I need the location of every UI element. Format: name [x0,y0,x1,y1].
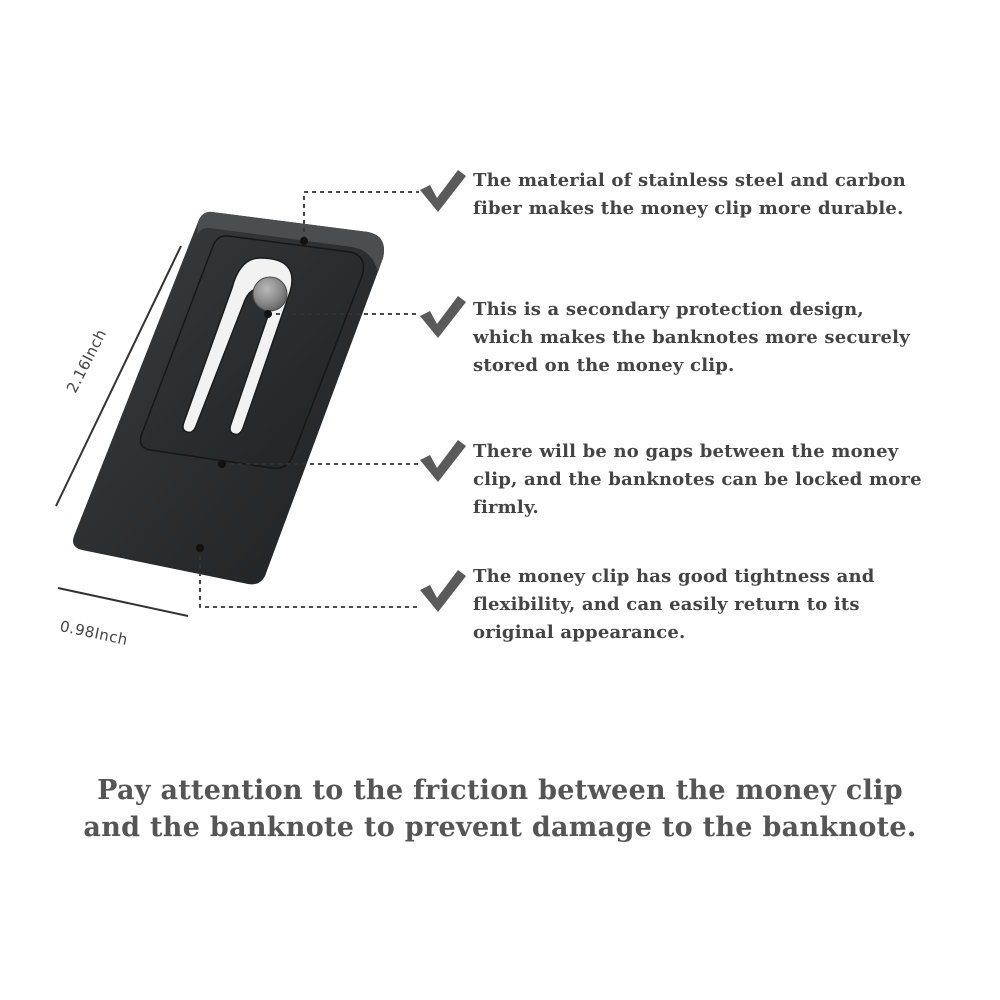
feature-text-3: There will be no gaps between the money clip, and the banknotes can be locked more firmly. [473,441,922,518]
width-dimension-line [58,588,188,616]
bottom-note: Pay attention to the friction between the money clip and the banknote to prevent damage to the banknote. [83,775,917,843]
check-icon [420,570,466,612]
feature-text-4: The money clip has good tightness and flexibility, and can easily return to its original appearance. [473,566,875,643]
leader-dot-2 [264,310,272,318]
leader-dot-3 [218,460,226,468]
leader-dot-1 [300,237,308,245]
width-label: 0.98Inch [58,617,130,649]
check-icon [420,296,466,338]
clip-rivet [253,277,287,311]
length-label: 2.16Inch [62,326,111,396]
feature-text-1: The material of stainless steel and carbon fiber makes the money clip more durable. [473,170,906,219]
feature-text-2: This is a secondary protection design, which makes the banknotes more securely stored on the money clip. [473,299,910,376]
leader-dot-4 [196,544,204,552]
check-icon [420,440,466,482]
check-icon [420,170,466,212]
